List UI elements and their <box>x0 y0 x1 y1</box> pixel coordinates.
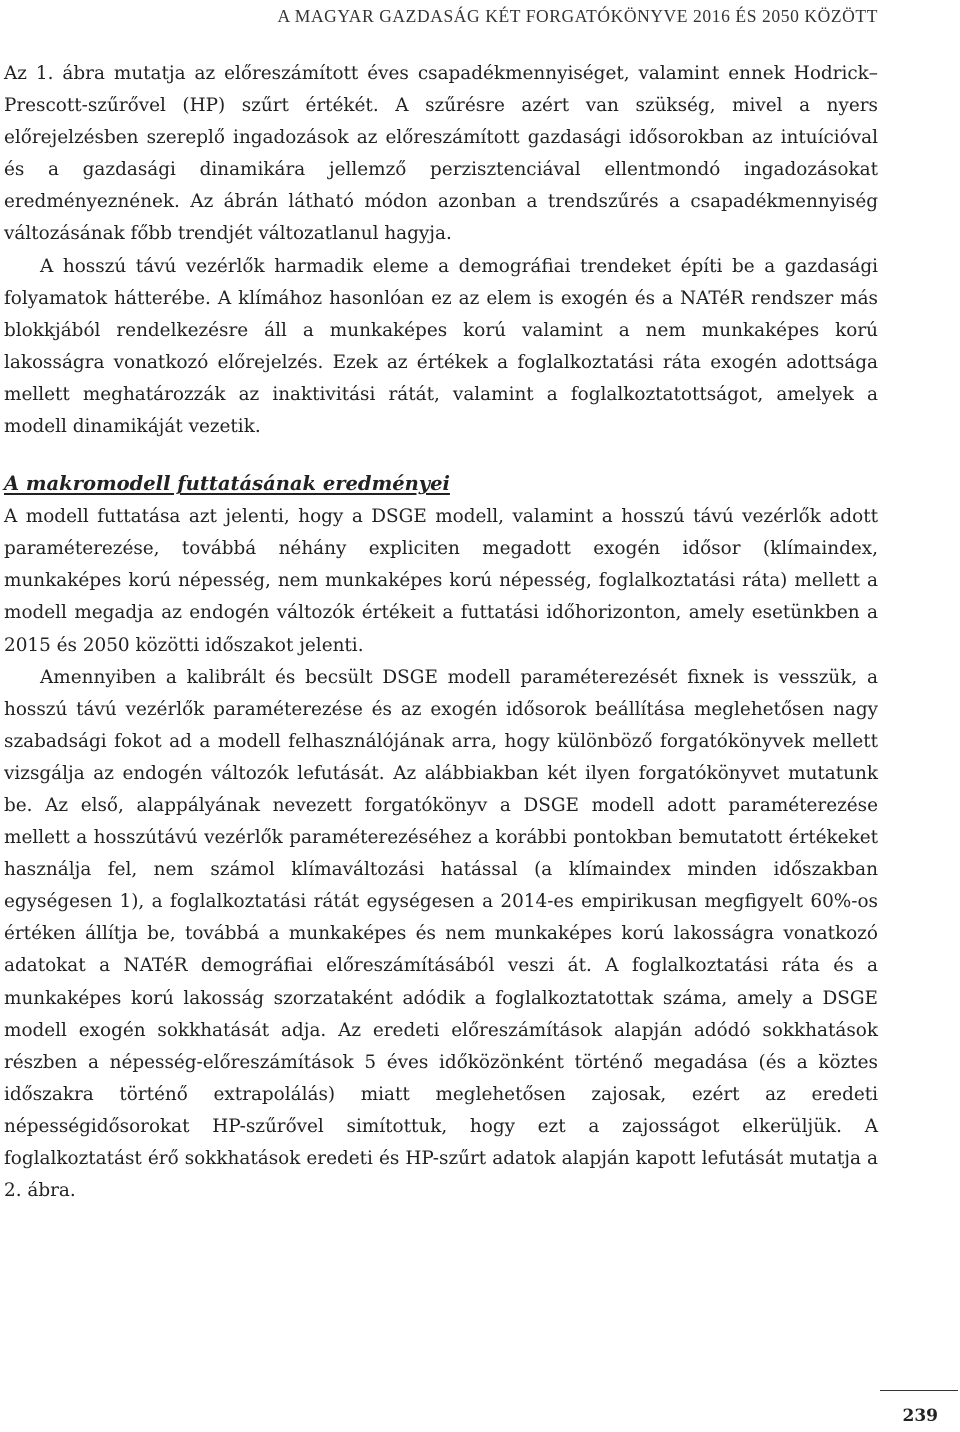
paragraph-scenarios: Amennyiben a kalibrált és becsült DSGE modell paraméterezését fixnek is vesszük, a hosszú távú vezérlők paraméterezése és az exogén idősorok beállítása meglehetősen nagy szabadsági fokot ad a modell felhasználójának arra, hogy különböző forgatókönyvek mellett vizsgálja az endogén változók lefutását. Az alábbiakban két ilyen forgatókönyvet mutatunk be. Az első, alappályának nevezett forgatókönyv a DSGE modell adott paraméterezése mellett a hosszútávú vezérlők paraméterezéséhez a korábbi pontokban bemutatott értékeket használja fel, nem számol klímaváltozási hatással (a klímaindex minden időszakban egységesen 1), a foglalkoztatási rátát egységesen a 2014-es empirikusan megfigyelt 60%-os értéken állítja be, továbbá a munkaképes és nem munkaképes korú lakosságra vonatkozó adatokat a NATéR demográfiai előreszámításából veszi át. A foglalkoztatási ráta és a munkaképes korú lakosság szorzataként adódik a foglalkoztatottak száma, amely a DSGE modell exogén sokkhatását adja. Az eredeti előreszámítások alapján adódó sokkhatások részben a népesség-előreszámítások 5 éves időközönként történő megadása (és a köztes időszakra történő extrapolálás) miatt meglehetősen zajosak, ezért az eredeti népességidősorokat HP-szűrővel simítottuk, hogy ezt a zajosságot elkerüljük. A foglalkoztatást érő sokkhatások eredeti és HP-szűrt adatok alapján kapott lefutását mutatja a 2. ábra. <box>4 666 878 1202</box>
paragraph-intro: Az 1. ábra mutatja az előreszámított éves csapadékmennyiséget, valamint ennek Hodrick–Prescott-szűrővel (HP) szűrt értékét. A szűrésre azért van szükség, mivel a nyers előrejelzésben szereplő ingadozások az előreszámított gazdasági idősorokban az intuícióval és a gazdasági dinamikára jellemző perzisztenciával ellentmondó ingadozásokat eredményeznének. Az ábrán látható módon azonban a trendszűrés a csapadékmennyiség változásának főbb trendjét változatlanul hagyja. <box>4 63 878 245</box>
paragraph-demography: A hosszú távú vezérlők harmadik eleme a demográfiai trendeket építi be a gazdasági folyamatok hátterébe. A klímához hasonlóan ez az elem is exogén és a NATéR rendszer más blokkjából rendelkezésre áll a munkaképes korú valamint a nem munkaképes korú lakosságra vonatkozó előrejelzés. Ezek az értékek a foglalkoztatási ráta exogén adottsága mellett meghatározzák az inaktivitási rátát, valamint a foglalkoztatottságot, amelyek a modell dinamikáját vezetik. <box>4 255 878 438</box>
running-header: A MAGYAR GAZDASÁG KÉT FORGATÓKÖNYVE 2016 ÉS 2050 KÖZÖTT <box>277 6 878 26</box>
footer-rule <box>880 1390 958 1391</box>
paragraph-model-run: A modell futtatása azt jelenti, hogy a DSGE modell, valamint a hosszú távú vezérlők adott paraméterezése, továbbá néhány expliciten megadott exogén idősor (klímaindex, munkaképes korú népesség, nem munkaképes korú népesség, foglalkoztatási ráta) mellett a modell megadja az endogén változók értékeit a futtatási időhorizonton, amely esetünkben a 2015 és 2050 közötti időszakot jelenti. <box>4 506 878 656</box>
section-title: A makromodell futtatásának eredményei <box>4 472 450 496</box>
page-body <box>4 58 878 1207</box>
page-number: 239 <box>902 1406 938 1426</box>
